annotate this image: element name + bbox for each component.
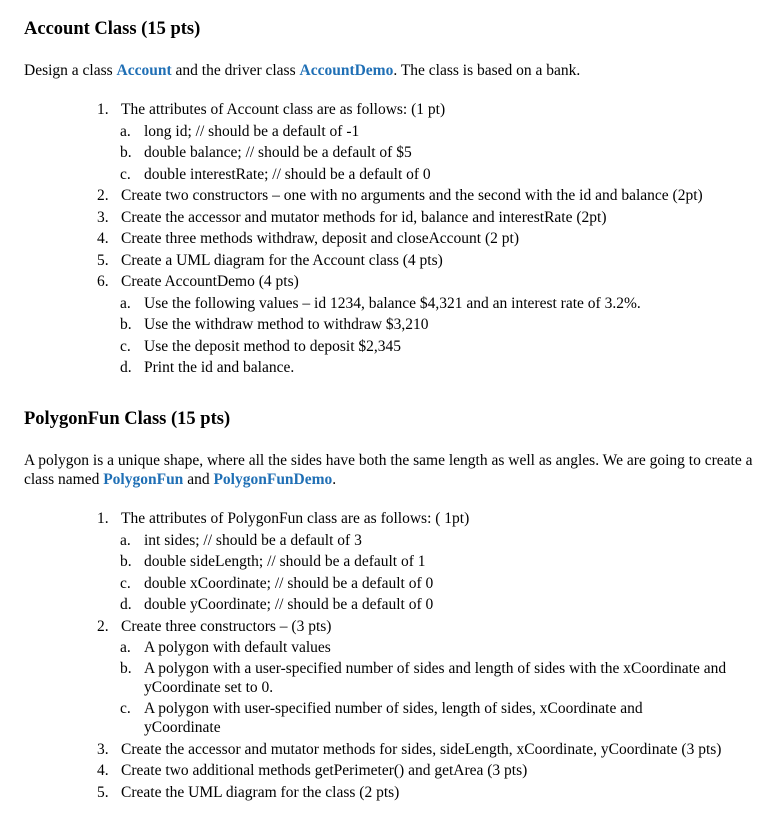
polygon-intro: [24, 451, 754, 489]
class-name-polygonfun-demo: PolygonFunDemo: [213, 471, 333, 488]
item-text: Create AccountDemo (4 pts): [121, 273, 299, 290]
sub-text: A polygon with default values: [144, 639, 331, 656]
sub-item: [97, 336, 757, 358]
item-text: Create the accessor and mutator methods for sides, sideLength, xCoordinate, yCoordinate (3 pts): [121, 740, 722, 758]
sub-item: [97, 121, 757, 143]
list-item: [97, 760, 757, 782]
item-text: The attributes of Account class are as follows: (1 pt): [121, 101, 446, 118]
sub-letter: a.: [120, 294, 131, 312]
intro-text: .: [332, 471, 337, 488]
sub-item: [97, 659, 757, 697]
sub-letter: c.: [120, 165, 131, 183]
sub-text: int sides; // should be a default of 3: [144, 531, 362, 549]
sub-list: [97, 530, 757, 616]
item-number: 3.: [97, 740, 109, 758]
sub-text: A polygon with a user-specified number of sides and length of sides with the xCoordinate and yCoordinate set to 0.: [144, 659, 727, 696]
item-number: 1.: [97, 101, 109, 118]
intro-text: and the driver class: [171, 62, 300, 79]
item-number: 5.: [97, 251, 109, 269]
sub-text: Use the deposit method to deposit $2,345: [144, 337, 402, 355]
item-number: 2.: [97, 187, 109, 204]
sub-item: [97, 357, 757, 379]
sub-letter: b.: [120, 553, 132, 570]
sub-letter: b.: [120, 316, 132, 333]
list-item: [97, 782, 757, 804]
item-text: Create the accessor and mutator methods for id, balance and interestRate (2pt): [121, 208, 607, 226]
item-text: Create the UML diagram for the class (2 pts): [121, 783, 400, 801]
list-item: [97, 99, 757, 185]
sub-text: A polygon with user-specified number of sides, length of sides, xCoordinate and yCoordinate: [144, 699, 643, 736]
list-item: [97, 207, 757, 229]
sub-item: [97, 164, 757, 186]
sub-text: Use the withdraw method to withdraw $3,210: [144, 316, 429, 333]
intro-text: . The class is based on a bank.: [393, 62, 581, 79]
sub-item: [97, 699, 757, 737]
sub-item: [97, 142, 757, 164]
sub-item: [97, 293, 757, 315]
intro-text: Design a class: [24, 62, 117, 79]
item-number: 5.: [97, 783, 109, 801]
list-item: [97, 228, 757, 250]
account-requirements-list: [97, 99, 757, 379]
item-number: 4.: [97, 762, 109, 779]
list-item: [97, 185, 757, 207]
item-text: Create three constructors – (3 pts): [121, 617, 332, 635]
sub-item: [97, 551, 757, 573]
list-item: [97, 271, 757, 379]
sub-letter: d.: [120, 359, 132, 376]
intro-text: and: [183, 471, 214, 488]
sub-text: Use the following values – id 1234, balance $4,321 and an interest rate of 3.2%.: [144, 294, 641, 312]
item-text: Create two constructors – one with no arguments and the second with the id and balance (2pt): [121, 187, 703, 204]
sub-letter: b.: [120, 144, 132, 161]
sub-letter: b.: [120, 659, 132, 677]
sub-list: [97, 121, 757, 186]
sub-letter: a.: [120, 531, 131, 549]
sub-text: long id; // should be a default of -1: [144, 122, 360, 140]
item-number: 2.: [97, 617, 109, 635]
class-name-account-demo: AccountDemo: [299, 62, 394, 79]
sub-text: double interestRate; // should be a default of 0: [144, 165, 431, 183]
item-text: The attributes of PolygonFun class are as follows: ( 1pt): [121, 510, 470, 527]
section-title-account: Account Class (15 pts): [24, 19, 201, 39]
item-number: 1.: [97, 510, 109, 527]
sub-list: [97, 293, 757, 379]
item-number: 4.: [97, 230, 109, 247]
item-text: Create two additional methods getPerimeter() and getArea (3 pts): [121, 762, 528, 779]
item-number: 6.: [97, 273, 109, 290]
sub-text: double balance; // should be a default of $5: [144, 144, 412, 161]
sub-text: double xCoordinate; // should be a default of 0: [144, 574, 434, 592]
section-title-polygon: PolygonFun Class (15 pts): [24, 409, 231, 429]
list-item: [97, 739, 757, 761]
item-text: Create a UML diagram for the Account class (4 pts): [121, 251, 443, 269]
list-item: [97, 616, 757, 737]
sub-letter: d.: [120, 596, 132, 613]
polygon-requirements-list: [97, 508, 757, 803]
sub-text: Print the id and balance.: [144, 359, 295, 376]
sub-item: [97, 573, 757, 595]
sub-letter: a.: [120, 122, 131, 140]
item-text: Create three methods withdraw, deposit and closeAccount (2 pt): [121, 230, 519, 247]
item-number: 3.: [97, 208, 109, 226]
sub-text: double sideLength; // should be a default of 1: [144, 553, 426, 570]
sub-item: [97, 530, 757, 552]
sub-letter: a.: [120, 639, 131, 656]
sub-item: [97, 637, 757, 659]
list-item: [97, 250, 757, 272]
account-intro: [24, 61, 754, 80]
sub-letter: c.: [120, 574, 131, 592]
sub-letter: c.: [120, 699, 131, 717]
sub-item: [97, 594, 757, 616]
list-item: [97, 508, 757, 616]
intro-text: A polygon is a unique shape, where all the sides have both the same length as well as angles. We are going to create a class named: [24, 452, 753, 488]
sub-list: [97, 637, 757, 737]
sub-item: [97, 314, 757, 336]
sub-letter: c.: [120, 337, 131, 355]
sub-text: double yCoordinate; // should be a default of 0: [144, 596, 434, 613]
class-name-polygonfun: PolygonFun: [103, 471, 184, 488]
class-name-account: Account: [116, 62, 172, 79]
